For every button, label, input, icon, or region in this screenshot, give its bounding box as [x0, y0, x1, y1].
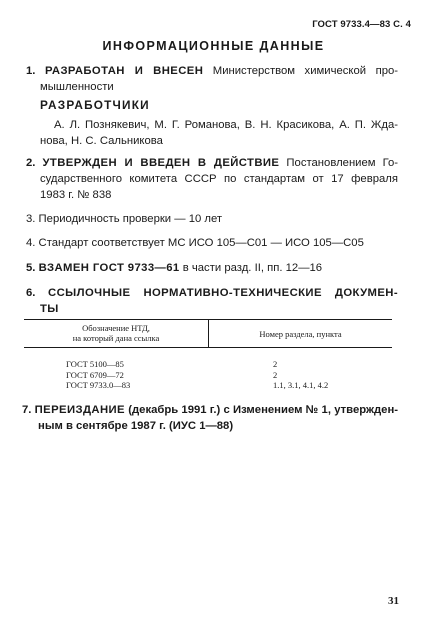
- section-1-text: Министерством химической про-: [212, 65, 399, 77]
- section-3: 3. Периодичность проверки — 10 лет: [26, 213, 223, 225]
- section-6-heading-continuation: ТЫ: [40, 303, 59, 315]
- section-5-label: ВЗАМЕН ГОСТ 9733—61: [38, 262, 180, 274]
- section-4: 4. Стандарт соответствует МС ИСО 105—С01 — ИСО 105—С05: [26, 237, 364, 249]
- section-1-continuation: мышленности: [40, 81, 114, 93]
- section-2-line-3: 1983 г. № 838: [40, 189, 112, 201]
- table-header-document: [24, 323, 208, 343]
- section-7-number: 7.: [22, 404, 32, 416]
- table-header-document-line-1: Обозначение НТД,: [82, 323, 150, 333]
- developers-line-2: нова, Н. С. Сальникова: [40, 135, 163, 147]
- section-7-text: (декабрь 1991 г.) с Изменением № 1, утвержден-: [128, 404, 399, 416]
- section-5-text: в части разд. II, пп. 12—16: [182, 262, 323, 274]
- table-header-clause: Номер раздела, пункта: [259, 329, 342, 339]
- section-1-label: РАЗРАБОТАН И ВНЕСЕН: [44, 65, 204, 77]
- table-row-clause: 2: [273, 369, 278, 380]
- section-5: [26, 260, 398, 276]
- table-header-document-line-2: на который дана ссылка: [72, 333, 160, 343]
- section-7-line-2: ным в сентябре 1987 г. (ИУС 1—88): [38, 420, 234, 432]
- document-code: ГОСТ 9733.4—83 С. 4: [312, 19, 411, 30]
- page-number: 31: [388, 595, 399, 607]
- table-row-clause: 2: [273, 359, 278, 369]
- section-2-label: УТВЕРЖДЕН И ВВЕДЕН В ДЕЙСТВИЕ: [42, 157, 280, 169]
- section-2-text: Постановлением Го-: [286, 157, 398, 169]
- developers-heading: РАЗРАБОТЧИКИ: [40, 98, 150, 112]
- table-row-doc: ГОСТ 5100—85: [66, 359, 124, 369]
- page-title: ИНФОРМАЦИОННЫЕ ДАННЫЕ: [102, 39, 325, 53]
- table-row-clause: 1.1, 3.1, 4.1, 4.2: [273, 380, 329, 391]
- developers-line-1: А. Л. Познякевич, М. Г. Романова, В. Н. Красикова, А. П. Жда-: [54, 119, 398, 131]
- table-column-documents: [66, 359, 130, 391]
- section-2-number: 2.: [26, 157, 36, 169]
- table-row-doc: ГОСТ 9733.0—83: [66, 380, 131, 391]
- section-2-line-2: сударственного комитета СССР по стандартам от 17 февраля: [40, 173, 398, 185]
- table-column-clauses: [273, 359, 328, 391]
- section-5-number: 5.: [26, 262, 36, 274]
- table-row-doc: ГОСТ 6709—72: [66, 369, 124, 380]
- section-6-number: 6.: [26, 287, 36, 299]
- section-6-heading: ССЫЛОЧНЫЕ НОРМАТИВНО-ТЕХНИЧЕСКИЕ ДОКУМЕН-: [48, 287, 399, 299]
- section-7-label: ПЕРЕИЗДАНИЕ: [34, 404, 125, 416]
- section-1-number: 1.: [26, 65, 36, 77]
- table-header-rule: [24, 347, 392, 348]
